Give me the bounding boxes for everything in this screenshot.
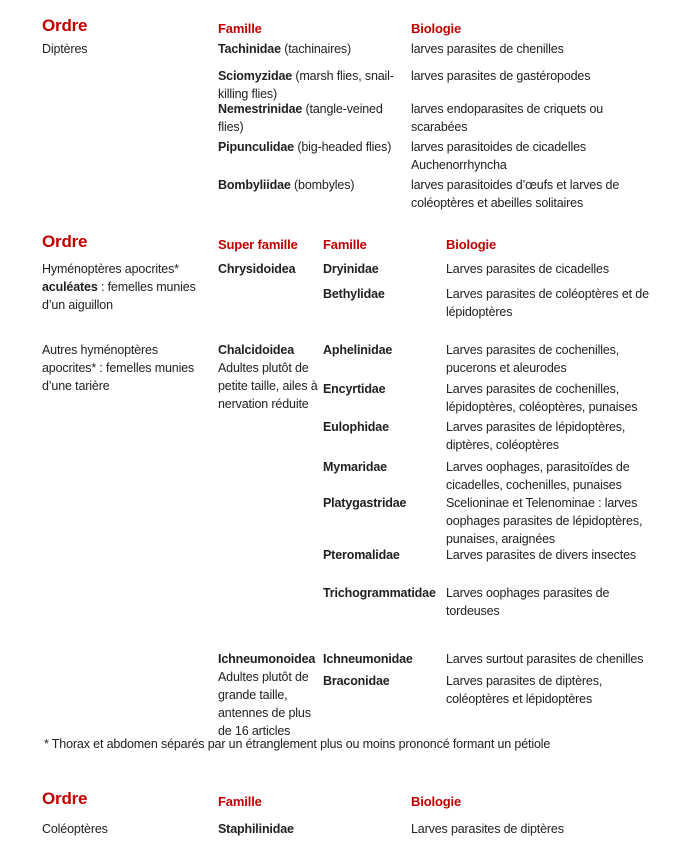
famille-name: Sciomyzidae (218, 69, 293, 83)
super-famille-desc: Adultes plutôt de petite taille, ailes à nervation réduite (218, 361, 318, 411)
famille-cell: Mymaridae (323, 460, 387, 474)
super-famille-name: Chrysidoidea (218, 262, 296, 276)
ordre-value (42, 341, 210, 395)
biologie-cell: Larves parasites de diptères, coléoptères et lépidoptères (446, 674, 603, 706)
famille-header: Famille (218, 794, 262, 809)
biologie-cell: larves endoparasites de criquets ou scarabées (411, 102, 604, 134)
ordre-value: Diptères (42, 42, 88, 56)
biologie-cell: Larves oophages parasites de tordeuses (446, 586, 610, 618)
ordre-value (42, 260, 210, 314)
famille-name: Bombyliidae (218, 178, 291, 192)
famille-note: (tachinaires) (280, 42, 352, 56)
famille-note: (bombyles) (290, 178, 355, 192)
famille-name: Tachinidae (218, 42, 281, 56)
famille-note: (tangle-veined flies) (218, 102, 383, 134)
ordre-value: Coléoptères (42, 822, 108, 836)
ordre-header: Ordre (42, 232, 88, 251)
famille-cell: Dryinidae (323, 262, 379, 276)
biologie-cell: Larves parasites de cochenilles, pucerons et aleurodes (446, 343, 620, 375)
biologie-cell: Larves parasites de lépidoptères, diptères, coléoptères (446, 420, 626, 452)
biologie-header: Biologie (446, 237, 497, 252)
famille-header: Famille (218, 21, 262, 36)
super-famille-name: Chalcidoidea (218, 343, 294, 357)
ordre-text: Hyménoptères apocrites* (42, 262, 179, 276)
super-famille-cell (218, 260, 318, 278)
ordre-header: Ordre (42, 16, 88, 35)
biologie-cell: Larves parasites de cochenilles, lépidoptères, coléoptères, punaises (446, 382, 638, 414)
famille-name: Staphilinidae (218, 822, 294, 836)
biologie-cell: Larves parasites de diptères (411, 822, 564, 836)
ordre-header: Ordre (42, 789, 88, 808)
famille-cell: Platygastridae (323, 496, 407, 510)
biologie-cell: Larves oophages, parasitoïdes de cicadelles, cochenilles, punaises (446, 460, 630, 492)
famille-cell: Encyrtidae (323, 382, 386, 396)
famille-cell (218, 176, 408, 194)
biologie-cell: larves parasites de gastéropodes (411, 69, 591, 83)
biologie-cell: larves parasitoides de cicadelles Auchenorrhyncha (411, 140, 587, 172)
famille-cell (218, 820, 408, 838)
famille-cell: Pteromalidae (323, 548, 400, 562)
famille-name: Nemestrinidae (218, 102, 303, 116)
ordre-text: : femelles munies d’un aiguillon (42, 280, 196, 312)
famille-cell: Bethylidae (323, 287, 385, 301)
footnote: * Thorax et abdomen séparés par un étranglement plus ou moins prononcé formant un pétiole (44, 737, 551, 751)
super-famille-header: Super famille (218, 237, 298, 252)
famille-cell: Eulophidae (323, 420, 389, 434)
famille-cell: Aphelinidae (323, 343, 393, 357)
famille-cell (218, 67, 408, 103)
biologie-cell: Larves surtout parasites de chenilles (446, 652, 644, 666)
famille-cell: Ichneumonidae (323, 652, 413, 666)
biologie-cell: larves parasitoides d’œufs et larves de coléoptères et abeilles solitaires (411, 178, 620, 210)
biologie-cell: Larves parasites de cicadelles (446, 262, 609, 276)
biologie-cell: larves parasites de chenilles (411, 42, 564, 56)
super-famille-name: Ichneumonoidea (218, 652, 316, 666)
famille-cell: Trichogrammatidae (323, 586, 436, 600)
famille-note: (marsh flies, snail-killing flies) (218, 69, 394, 101)
famille-name: Pipunculidae (218, 140, 294, 154)
famille-cell (218, 138, 408, 156)
famille-cell (218, 40, 408, 58)
ordre-text-bold: aculéates (42, 280, 98, 294)
biologie-header: Biologie (411, 21, 462, 36)
famille-note: (big-headed flies) (294, 140, 392, 154)
famille-cell (218, 100, 408, 136)
super-famille-desc: Adultes plutôt de grande taille, antennes de plus de 16 articles (218, 670, 311, 738)
famille-header: Famille (323, 237, 367, 252)
biologie-header: Biologie (411, 794, 462, 809)
ordre-text: Autres hyménoptères apocrites* : femelles munies d’une tarière (42, 343, 195, 393)
biologie-cell: Larves parasites de coléoptères et de lépidoptères (446, 287, 649, 319)
biologie-cell: Scelioninae et Telenominae : larves oophages parasites de lépidoptères, punaises, araignées (446, 496, 643, 546)
super-famille-cell (218, 341, 318, 413)
biologie-cell: Larves parasites de divers insectes (446, 548, 636, 562)
super-famille-cell (218, 650, 318, 740)
famille-cell: Braconidae (323, 674, 390, 688)
